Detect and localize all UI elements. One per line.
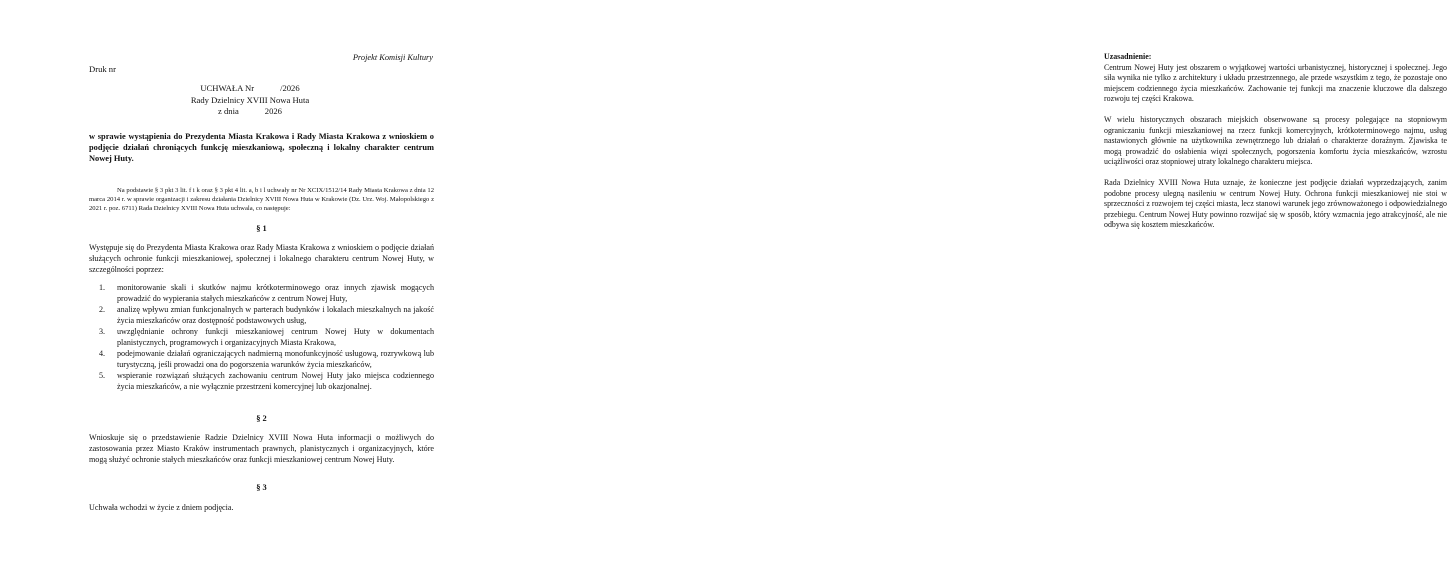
justification: [1104, 52, 1447, 241]
justification-heading: Uzasadnienie:: [1104, 52, 1152, 61]
legal-basis: Na podstawie § 3 pkt 3 lit. f i k oraz § 3 pkt 4 lit. a, b i l uchwały nr Nr XCIX/1512/14 Rady Miasta Krakowa z dnia 12 marca 2014 r. w sprawie organizacji i zakresu działania Dzielnicy XVIII Nowa Huta w Krakowie (Dz. Urz. Woj. Małopolskiego z 2021 r. poz. 6711) Rada Dzielnicy XVIII Nowa Huta uchwala, co następuje:: [89, 187, 434, 212]
resolution-year: /2026: [280, 83, 300, 93]
justification-paragraph: Rada Dzielnicy XVIII Nowa Huta uznaje, że konieczne jest podjęcie działań wyprzedzających, zanim podobne procesy ulegną nasileniu w centrum Nowej Huty. Ochrona funkcji mieszkaniowej nie stoi w sprzeczności z rozwojem tej części miasta, lecz stanowi warunek jego zrównoważonego i odpowiedzialnego przebiegu. Centrum Nowej Huty powinno rozwijać się w sposób, który wzmacnia jego atrakcyjność, ale nie odbywa się kosztem mieszkańców.: [1104, 177, 1447, 230]
resolution-title-line: [150, 83, 350, 95]
section-1-text: Występuje się do Prezydenta Miasta Krakowa oraz Rady Miasta Krakowa z wnioskiem o podjęcie działań służących ochronie funkcji mieszkaniowej, społecznej i lokalnego charakteru centrum Nowej Huty, w szczególności poprzez:: [89, 243, 434, 274]
date-prefix: z dnia: [218, 106, 239, 116]
resolution-header: [150, 83, 350, 118]
section-2-text: Wnioskuje się o przedstawienie Radzie Dzielnicy XVIII Nowa Huta informacji o możliwych do zastosowania przez Miasto Kraków instrumentach prawnych, planistycznych i organizacyjnych, które mogą służyć ochronie stałych mieszkańców oraz funkcji mieszkaniowej centrum Nowej Huty.: [89, 433, 434, 464]
justification-paragraph: W wielu historycznych obszarach miejskich obserwowane są procesy polegające na stopniowym ograniczaniu funkcji mieszkaniowej na rzecz funkcji komercyjnych, krótkoterminowego najmu, usług nastawionych głównie na użytkownika zewnętrznego lub działań o charakterze doraźnym. Zjawiska te mogą prowadzić do osłabienia więzi społecznych, pogorszenia komfortu życia mieszkańców, wzrostu uciążliwości oraz stopniowej utraty lokalnego charakteru miejsca.: [1104, 114, 1447, 167]
list-item: [99, 326, 434, 348]
list-item-number: 3.: [99, 327, 106, 336]
section-1-heading: § 1: [256, 224, 267, 233]
list-item-number: 1.: [99, 283, 106, 292]
resolution-page: [0, 0, 512, 576]
list-item: [99, 348, 434, 370]
section-3-text: Uchwała wchodzi w życie z dniem podjęcia.: [89, 503, 234, 512]
list-item-text: uwzględnianie ochrony funkcji mieszkaniowej centrum Nowej Huty w dokumentach planistycznych, programowych i organizacyjnych Miasta Krakowa,: [117, 327, 434, 347]
list-item-text: podejmowanie działań ograniczających nadmierną monofunkcyjność usługową, rozrywkową lub turystyczną, jeśli prowadzi ona do pogorszenia warunków życia mieszkańców,: [117, 349, 434, 369]
list-item-number: 2.: [99, 305, 106, 314]
justification-paragraph: Centrum Nowej Huty jest obszarem o wyjątkowej wartości urbanistycznej, historycznej i społecznej. Jego siła wynika nie tylko z architektury i układu przestrzennego, ale przede wszystkim z tego, że pozostaje ono miejscem codziennego życia mieszkańców. Zachowanie tej funkcji ma znaczenie kluczowe dla dalszego rozwoju tej części Krakowa.: [1104, 62, 1447, 104]
list-item-text: wspieranie rozwiązań służących zachowaniu centrum Nowej Huty jako miejsca codziennego życia mieszkańców, a nie wyłącznie przestrzeni komercyjnej lub okazjonalnej.: [117, 371, 434, 391]
list-item: [99, 370, 434, 392]
list-item-number: 5.: [99, 371, 106, 380]
section-1-list: [99, 282, 434, 392]
list-item-number: 4.: [99, 349, 106, 358]
print-number-label: Druk nr: [89, 64, 116, 74]
list-item-text: monitorowanie skali i skutków najmu krótkoterminowego oraz innych zjawisk mogących prowadzić do wypierania stałych mieszkańców z centrum Nowej Huty,: [117, 283, 434, 303]
draft-label: Projekt Komisji Kultury: [352, 53, 433, 62]
resolution-date-line: [150, 106, 350, 118]
section-2-heading: § 2: [256, 414, 267, 423]
justification-page: [512, 0, 1447, 576]
list-item: [99, 282, 434, 304]
resolution-subject: w sprawie wystąpienia do Prezydenta Miasta Krakowa i Rady Miasta Krakowa z wnioskiem o podjęcie działań chroniących funkcję mieszkaniową, społeczną i lokalny charakter centrum Nowej Huty.: [89, 132, 434, 163]
date-year: 2026: [264, 106, 282, 116]
list-item-text: analizę wpływu zmian funkcjonalnych w parterach budynków i lokalach mieszkalnych na jakość życia mieszkańców oraz dostępność podstawowych usług,: [117, 305, 434, 325]
list-item: [99, 304, 434, 326]
council-name: Rady Dzielnicy XVIII Nowa Huta: [190, 94, 310, 105]
section-3-heading: § 3: [256, 483, 267, 492]
resolution-title: UCHWAŁA Nr: [200, 83, 255, 93]
